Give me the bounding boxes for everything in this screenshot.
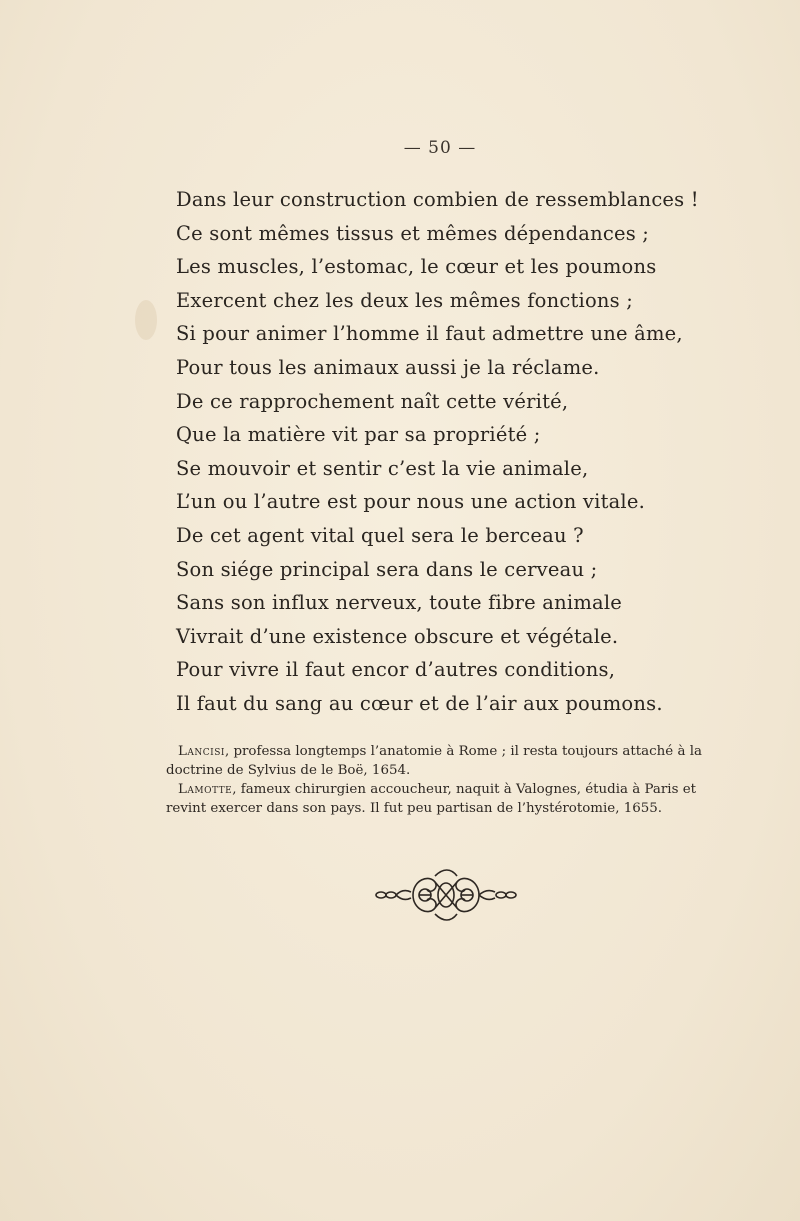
poem-line: Pour vivre il faut encor d’autres conditions, [176, 658, 616, 682]
poem-line: Les muscles, l’estomac, le cœur et les poumons [176, 255, 657, 279]
poem-line: Se mouvoir et sentir c’est la vie animale, [176, 456, 589, 480]
poem-line: Vivrait d’une existence obscure et végétale. [176, 624, 619, 648]
footnote-name: Lancisi [178, 744, 225, 759]
poem-line: Exercent chez les deux les mêmes fonctions ; [176, 288, 634, 312]
page-number: — 50 — [403, 138, 477, 158]
poem-line: Si pour animer l’homme il faut admettre une âme, [176, 322, 683, 346]
poem-line: Ce sont mêmes tissus et mêmes dépendances ; [176, 221, 650, 245]
footnote-name: Lamotte [178, 782, 233, 797]
footnotes [166, 742, 726, 818]
footnote-text-continued: doctrine de Sylvius de le Boë, 1654. [166, 763, 411, 778]
scroll-ornament-icon [373, 866, 519, 924]
poem-line: Son siége principal sera dans le cerveau ; [176, 557, 598, 581]
footnote-lamotte [166, 780, 726, 818]
poem-line: Sans son influx nerveux, toute fibre animale [176, 591, 623, 615]
poem-text [176, 183, 699, 721]
paper-stain [135, 300, 157, 340]
footnote-text: , professa longtemps l’anatomie à Rome ; il resta toujours attaché à la [224, 744, 702, 759]
poem-line: Dans leur construction combien de ressemblances ! [176, 188, 699, 211]
poem-line: Que la matière vit par sa propriété ; [176, 423, 541, 447]
poem-line: De cet agent vital quel sera le berceau ? [176, 523, 584, 547]
poem-line: Il faut du sang au cœur et de l’air aux poumons. [176, 691, 663, 715]
footnote-text-continued: revint exercer dans son pays. Il fut peu partisan de l’hystérotomie, 1655. [166, 801, 663, 816]
poem-line: L’un ou l’autre est pour nous une action vitale. [176, 490, 646, 514]
footnote-text: , fameux chirurgien accoucheur, naquit à Valognes, étudia à Paris et [232, 782, 697, 797]
poem-line: De ce rapprochement naît cette vérité, [176, 389, 569, 413]
poem-line: Pour tous les animaux aussi je la réclame. [176, 355, 600, 379]
footnote-lancisi [166, 742, 726, 780]
